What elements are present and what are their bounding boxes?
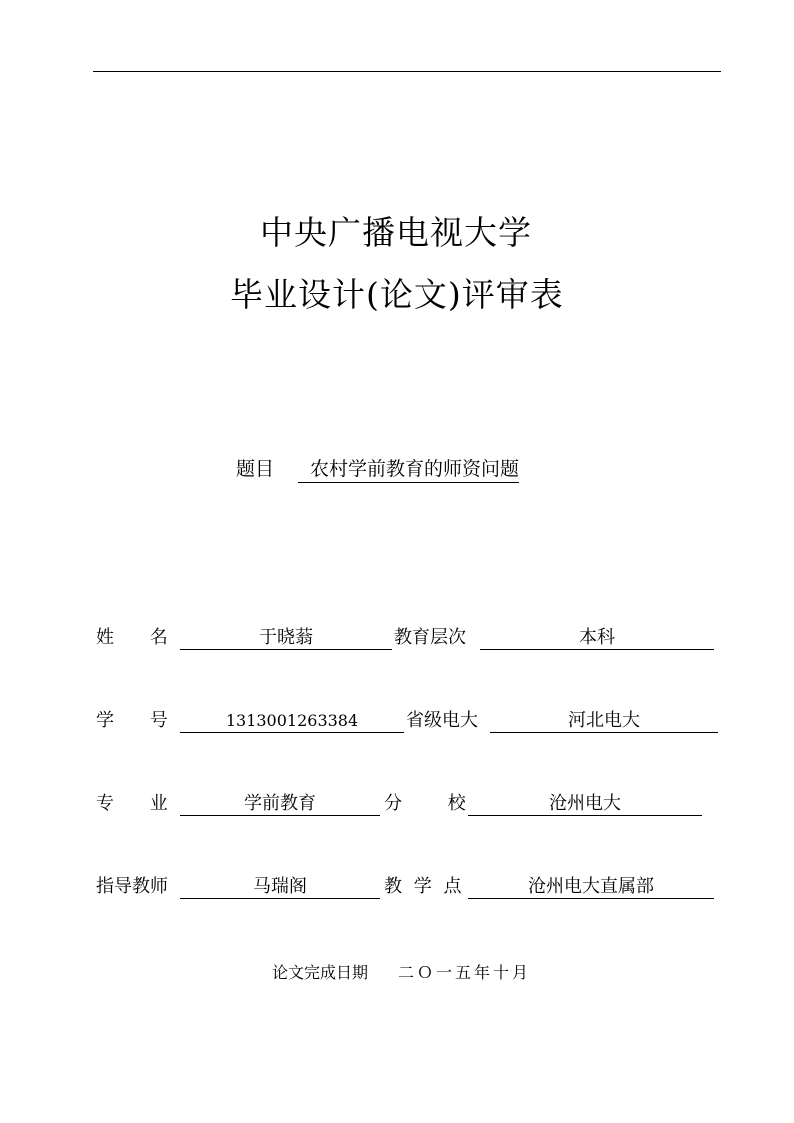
topic-row — [236, 460, 519, 483]
completion-date-label: 论文完成日期 — [272, 963, 369, 982]
advisor-label: 指导教师 — [96, 876, 168, 897]
site-label: 教 学 点 — [384, 876, 462, 897]
name-value: 于晓蓊 — [180, 627, 392, 650]
branch-label: 分 校 — [384, 793, 466, 814]
topic-value: 农村学前教育的师资问题 — [298, 460, 519, 483]
student-id-label: 学 号 — [96, 710, 168, 731]
form-title: 毕业设计(论文)评审表 — [230, 275, 564, 314]
advisor-value: 马瑞阁 — [180, 876, 380, 899]
branch-value: 沧州电大 — [468, 793, 702, 816]
level-label: 教育层次 — [394, 627, 466, 648]
header-rule — [93, 71, 721, 72]
university-title: 中央广播电视大学 — [260, 213, 532, 252]
major-label: 专 业 — [96, 793, 168, 814]
province-value: 河北电大 — [490, 710, 718, 733]
completion-date-row — [272, 960, 531, 983]
major-value: 学前教育 — [180, 793, 380, 816]
name-label: 姓 名 — [96, 627, 168, 648]
province-label: 省级电大 — [406, 710, 478, 731]
completion-date-value: 二Ｏ一五年十月 — [398, 963, 532, 982]
topic-label: 题目 — [236, 458, 275, 480]
site-value: 沧州电大直属部 — [468, 876, 714, 899]
level-value: 本科 — [480, 627, 714, 650]
student-id-value: 1313001263384 — [180, 710, 404, 733]
